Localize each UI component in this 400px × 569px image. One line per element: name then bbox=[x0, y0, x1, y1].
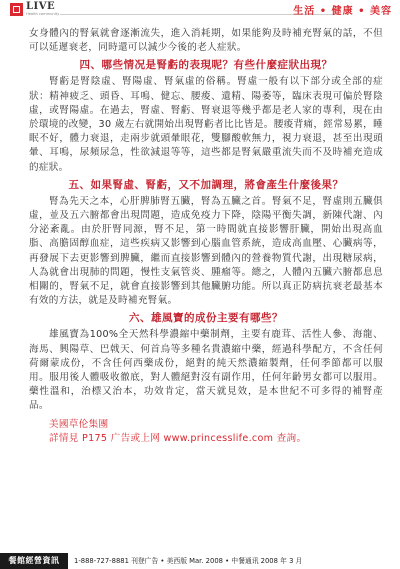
article-body bbox=[29, 27, 383, 446]
contact-company: 美國草伦集團 bbox=[49, 418, 109, 430]
section-heading-5: 五、如果腎虛、腎虧，又不加調理，將會產生什麼後果？ bbox=[68, 178, 344, 191]
brand-subtitle: Health community bbox=[26, 12, 60, 16]
footer-text: 1-888-727-8881 刊登广告 • 美西版 Mar. 2008 • 中餐通讯 2008 年 3 月 bbox=[74, 557, 303, 565]
page-footer bbox=[0, 553, 400, 569]
footer-tag: 餐館經營資訊 bbox=[0, 553, 68, 569]
section-heading-4: 四、哪些情况是腎虧的表現呢？有些什麼症狀出現？ bbox=[79, 59, 333, 72]
intro-paragraph: 女身體內的腎氣就會逐漸流失，進入消耗期，如果能夠及時補充腎氣的話，不但可以延遲衰老，同時還可以減少今後的老人症狀。 bbox=[29, 28, 383, 54]
section-title: 生活 • 健康 • 美容 bbox=[293, 6, 392, 17]
contact-details: 詳情見 P175 广告或上网 www.princesslife.com 查詢。 bbox=[49, 432, 307, 444]
section-heading-6: 六、雄風寶的成份主要有哪些？ bbox=[129, 312, 283, 325]
logo-mark bbox=[10, 3, 23, 16]
section-6-paragraph: 雄風寶為100%全天然科學濃縮中藥制劑，主要有鹿茸、活性人參、海龍、海馬、興陽草、巴戟天、何首烏等多種名貴濃縮中藥，經過科學配方，不含任何荷爾蒙成份，不含任何西藥成份，絕對的純天然濃縮製劑，任何季節都可以服用。服用後人體吸收徹底，對人體絕對沒有副作用，任何年齡男女都可以服用。藥性溫和，治標又治本，功效肯定，當天就見效，是本世紀不可多得的補腎產品。 bbox=[29, 329, 383, 412]
page-header bbox=[0, 0, 400, 24]
section-5-paragraph: 腎為先天之本，心肝脾肺腎五臟，腎為五臟之首。腎氣不足，腎虛則五臟俱虛，並及五六腑都會出現問題，造成免疫力下降，陰陽平衡失調，新陳代謝、內分泌紊亂。由於肝腎同源，腎不足，第一時間就直接影響肝臟，開始出現高血脂、高膽固醇血症，這些疾病又影響到心腦血管系統，造成高血壓、心臟病等，再發展下去更影響到脾臟，繼而直接影響到體內的營養物質代謝，出現糖尿病，人為就會出現肺的問題，慢性支氣管炎、腫瘤等。總之，人體內五臟六腑都息息相關的，腎氣不足，就會直接影響到其他臟腑功能。所以真正防病抗衰老最基本有效的方法，就是及時補充腎氣。 bbox=[29, 195, 383, 307]
brand-name: LIVE bbox=[26, 1, 56, 12]
section-4-paragraph: 腎虧是腎陰虛、腎陽虛、腎氣虛的俗稱。腎虛一般有以下部分或全部的症狀：精神疲乏、頭昏、耳鳴、健忘、腰痠、遺精、陽萎等，臨床表現可偏於腎陰虛，或腎陽虛。在過去，腎虛、腎虧、腎衰退等幾乎都是老人家的專利，現在由於環境的改變，30 歲左右就開始出現腎虧者比比皆是。腰痠背痛，經常易累，睡眠不好，體力衰退，走兩步就頭暈眼花，雙腳酸軟無力，視力衰退，甚至出現頭暈、耳鳴，尿頻尿急，性欲減退等等，這些都是腎氣嚴重流失而不及時補充造成的症狀。 bbox=[29, 76, 383, 173]
